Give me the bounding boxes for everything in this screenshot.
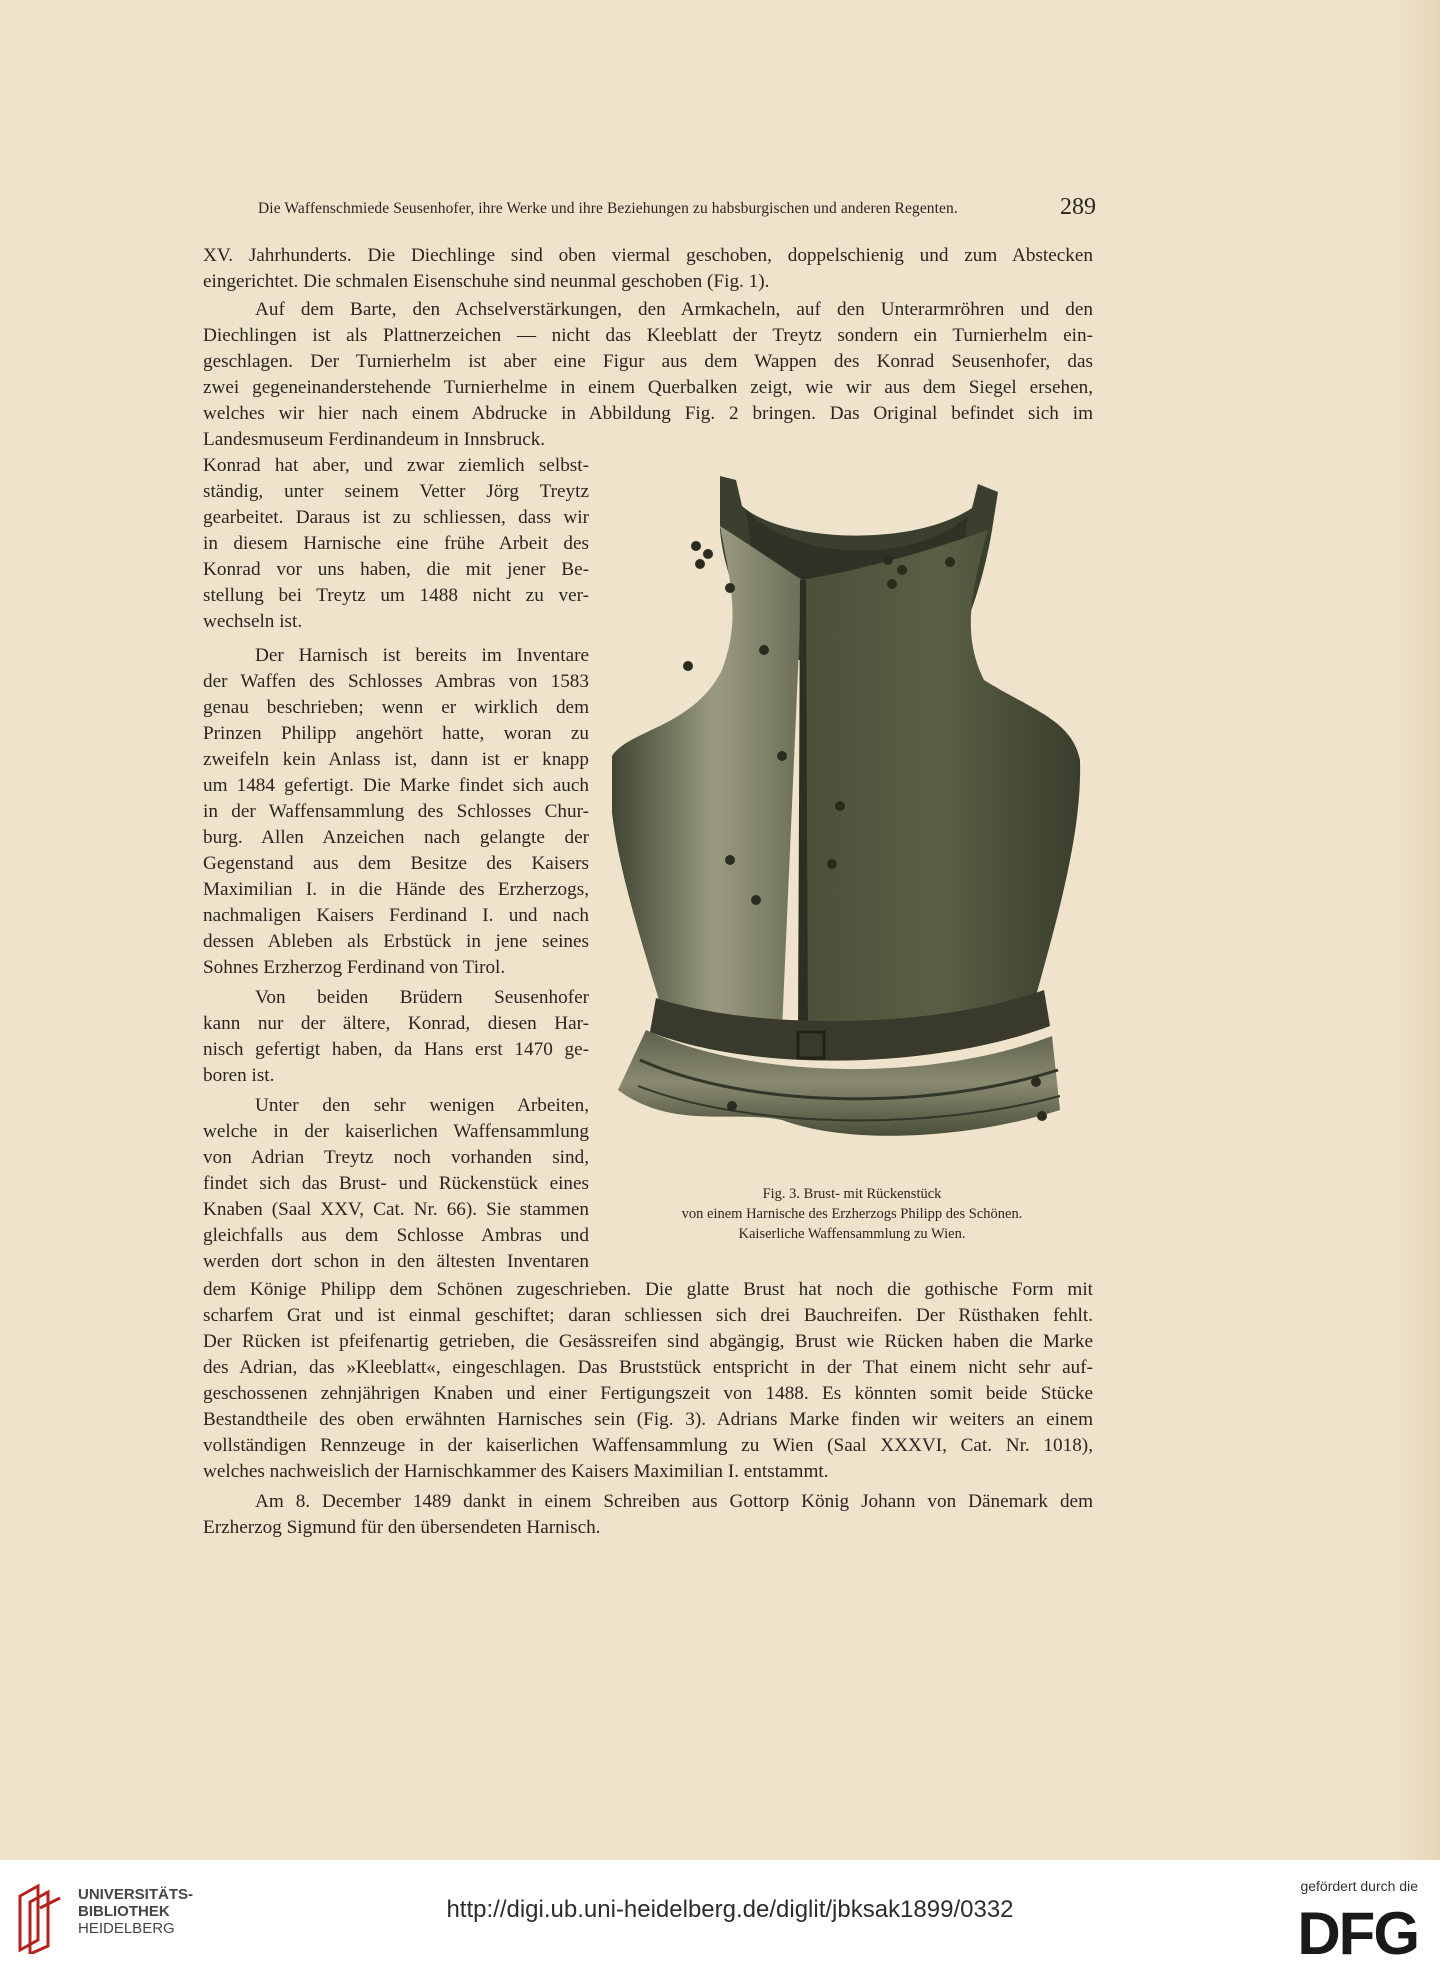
sponsor-label: gefördert durch die <box>1300 1878 1418 1894</box>
figure-caption: Kaiserliche Waffensammlung zu Wien. <box>738 1226 966 1242</box>
figure-caption: von einem Harnische des Erzherzogs Philipp des Schönen. <box>681 1206 1023 1222</box>
text-line: des Adrian, das »Kleeblatt«, eingeschlagen. Das Bruststück entspricht in der That einem nicht sehr auf- <box>203 1357 1093 1378</box>
breastplate-illustration <box>612 470 1092 1150</box>
text-line: Konrad hat aber, und zwar ziemlich selbst- <box>203 455 589 476</box>
text-line: Erzherzog Sigmund für den übersendeten Harnisch. <box>203 1517 601 1538</box>
text-line: vollständigen Rennzeuge in der kaiserlichen Waffensammlung zu Wien (Saal XXXVI, Cat. Nr. 1018), <box>203 1435 1093 1456</box>
figure-caption: Fig. 3. Brust- mit Rückenstück <box>762 1186 942 1202</box>
text-line: stellung bei Treytz um 1488 nicht zu ver- <box>203 585 589 606</box>
text-line: nachmaligen Kaisers Ferdinand I. und nach <box>203 905 589 926</box>
text-line: Unter den sehr wenigen Arbeiten, <box>255 1095 589 1116</box>
text-line: in der Waffensammlung des Schlosses Chur- <box>203 801 589 822</box>
library-name-line: UNIVERSITÄTS- <box>78 1886 194 1903</box>
text-line: Der Rücken ist pfeifenartig getrieben, die Gesässreifen sind abgängig, Brust wie Rücken haben die Marke <box>203 1331 1093 1352</box>
text-line: Gegenstand aus dem Besitze des Kaisers <box>203 853 589 874</box>
text-line: Maximilian I. in die Hände des Erzherzogs, <box>203 879 589 900</box>
text-line: genau beschrieben; wenn er wirklich dem <box>203 697 589 718</box>
text-line: XV. Jahrhunderts. Die Diechlinge sind oben viermal geschoben, doppelschienig und zum Abstecken <box>203 245 1093 266</box>
text-line: zweifeln kein Anlass ist, dann ist er knapp <box>203 749 589 770</box>
text-line: dem Könige Philipp dem Schönen zugeschrieben. Die glatte Brust hat noch die gothische Form mit <box>203 1279 1093 1300</box>
text-line: in diesem Harnische eine frühe Arbeit des <box>203 533 589 554</box>
text-line: geschlagen. Der Turnierhelm ist aber eine Figur aus dem Wappen des Konrad Seusenhofer, das <box>203 351 1093 372</box>
text-line: ständig, unter seinem Vetter Jörg Treytz <box>203 481 589 502</box>
viewer-footer <box>0 1860 1440 1974</box>
text-line: Prinzen Philipp angehört hatte, woran zu <box>203 723 589 744</box>
library-name-line: HEIDELBERG <box>78 1920 175 1937</box>
text-line: eingerichtet. Die schmalen Eisenschuhe sind neunmal geschoben (Fig. 1). <box>203 271 770 292</box>
text-line: scharfem Grat und ist einmal geschiftet; daran schliessen sich drei Bauchreifen. Der Rüsthaken fehlt. <box>203 1305 1093 1326</box>
text-line: wechseln ist. <box>203 611 303 632</box>
text-line: gearbeitet. Daraus ist zu schliessen, dass wir <box>203 507 589 528</box>
running-title: Die Waffenschmiede Seusenhofer, ihre Werke und ihre Beziehungen zu habsburgischen und anderen Regenten. <box>258 200 958 217</box>
text-line: Konrad vor uns haben, die mit jener Be- <box>203 559 589 580</box>
permalink-url[interactable]: http://digi.ub.uni-heidelberg.de/diglit/jbksak1899/0332 <box>446 1896 1014 1923</box>
text-line: Von beiden Brüdern Seusenhofer <box>255 987 589 1008</box>
page-number: 289 <box>1060 194 1096 220</box>
text-line: werden dort schon in den ältesten Inventaren <box>203 1251 589 1272</box>
library-name-line: BIBLIOTHEK <box>78 1903 170 1920</box>
text-line: Sohnes Erzherzog Ferdinand von Tirol. <box>203 957 506 978</box>
text-line: nisch gefertigt haben, da Hans erst 1470 ge- <box>203 1039 589 1060</box>
text-line: Der Harnisch ist bereits im Inventare <box>255 645 589 666</box>
text-line: dessen Ableben als Erbstück in jene seines <box>203 931 589 952</box>
text-line: kann nur der ältere, Konrad, diesen Har- <box>203 1013 589 1034</box>
text-line: Knaben (Saal XXV, Cat. Nr. 66). Sie stammen <box>203 1199 589 1220</box>
text-line: zwei gegeneinanderstehende Turnierhelme in einem Querbalken zeigt, wie wir aus dem Siegel ersehen, <box>203 377 1093 398</box>
text-line: geschossenen zehnjährigen Knaben und einer Fertigungszeit von 1488. Es könnten somit beide Stücke <box>203 1383 1093 1404</box>
text-line: Landesmuseum Ferdinandeum in Innsbruck. <box>203 429 546 450</box>
text-line: von Adrian Treytz noch vorhanden sind, <box>203 1147 589 1168</box>
text-line: um 1484 gefertigt. Die Marke findet sich auch <box>203 775 589 796</box>
text-line: Diechlingen ist als Plattnerzeichen — nicht das Kleeblatt der Treytz sondern ein Turnierhelm ein- <box>203 325 1093 346</box>
text-line: gleichfalls aus dem Schlosse Ambras und <box>203 1225 589 1246</box>
text-line: Auf dem Barte, den Achselverstärkungen, den Armkacheln, auf den Unterarmröhren und den <box>255 299 1093 320</box>
text-line: der Waffen des Schlosses Ambras von 1583 <box>203 671 589 692</box>
text-line: findet sich das Brust- und Rückenstück eines <box>203 1173 589 1194</box>
dfg-logo: DFG <box>1297 1900 1418 1967</box>
text-line: burg. Allen Anzeichen nach gelangte der <box>203 827 589 848</box>
text-line: boren ist. <box>203 1065 275 1086</box>
text-line: welches wir hier nach einem Abdrucke in Abbildung Fig. 2 bringen. Das Original befindet sich im <box>203 403 1093 424</box>
text-line: Am 8. December 1489 dankt in einem Schreiben aus Gottorp König Johann von Dänemark dem <box>255 1491 1093 1512</box>
text-line: welches nachweislich der Harnischkammer des Kaisers Maximilian I. entstammt. <box>203 1461 829 1482</box>
text-line: Bestandtheile des oben erwähnten Harnisches sein (Fig. 3). Adrians Marke finden wir weiters an einem <box>203 1409 1093 1430</box>
university-library-logo-icon <box>16 1882 68 1954</box>
text-line: welche in der kaiserlichen Waffensammlung <box>203 1121 589 1142</box>
